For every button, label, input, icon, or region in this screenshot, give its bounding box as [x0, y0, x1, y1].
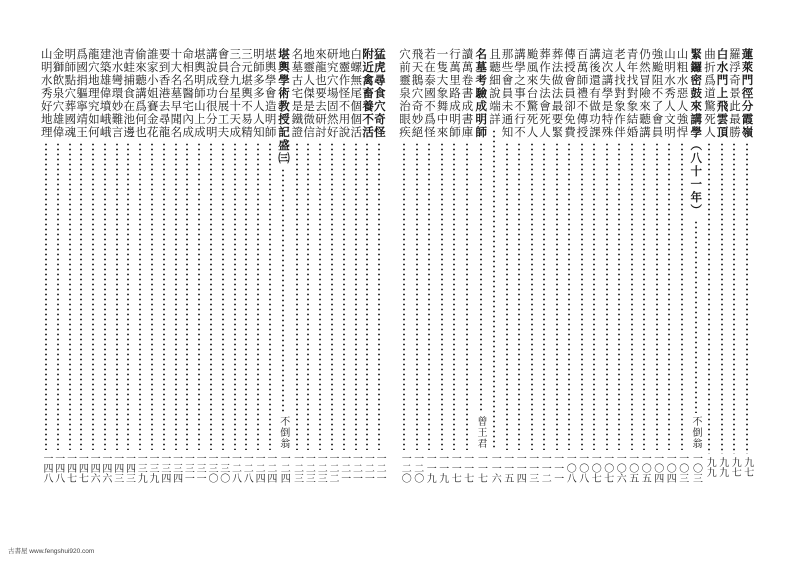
toc-title: 三合九星十天成 — [228, 48, 243, 139]
toc-title: 三元堪輿不易精 — [240, 48, 255, 139]
leader-dots — [453, 142, 455, 450]
toc-page-number: 一二一 — [374, 453, 386, 483]
toc-title: 講說成功很分明 — [204, 48, 219, 139]
toc-title: 山粗水惡人強悍 — [675, 48, 690, 139]
leader-dots — [695, 220, 697, 413]
toc-entry — [398, 48, 411, 483]
toc-heading: 附近禽畜養不活 — [361, 48, 376, 139]
toc-page-number: 一二三 — [315, 453, 327, 483]
leader-dots — [416, 142, 418, 450]
toc-title: 葬作失法會死人 — [538, 48, 552, 139]
leader-dots — [568, 142, 570, 450]
leader-dots — [556, 142, 558, 450]
toc-entry — [52, 48, 64, 483]
toc-page-number: 一二四 — [278, 453, 290, 483]
toc-page-number: 一三九 — [135, 453, 147, 483]
toc-entry — [513, 48, 526, 483]
leader-dots — [127, 142, 129, 450]
toc-author: 不倒翁 — [690, 416, 701, 449]
leader-dots — [234, 142, 236, 450]
toc-title: 這次講學是特殊 — [600, 48, 615, 139]
leader-dots — [708, 142, 710, 454]
toc-title: 堪輿明師山上成 — [192, 48, 207, 139]
toc-title: 飛天鵝穴奇妙絕 — [410, 48, 425, 139]
toc-entry — [703, 48, 716, 483]
toc-page-number: 一二〇 — [399, 453, 411, 483]
toc-title: 名墓古宅是鐵證 — [290, 48, 305, 139]
toc-entry — [229, 48, 241, 483]
toc-page-number: 一二四 — [264, 453, 276, 483]
toc-right-page — [398, 48, 753, 483]
leader-dots — [163, 142, 165, 450]
leader-dots — [80, 142, 82, 450]
toc-title: 那些會員未通知 — [500, 48, 515, 139]
toc-entry — [170, 48, 182, 483]
toc-entry — [291, 48, 303, 483]
toc-title: 地靈人傑是微信 — [302, 48, 317, 139]
toc-page-number: 一三九 — [147, 453, 159, 483]
toc-entry — [123, 48, 135, 483]
leader-dots — [493, 129, 495, 450]
toc-page-number: 一一一 — [551, 453, 563, 483]
toc-entry — [676, 48, 689, 483]
leader-dots — [466, 142, 468, 450]
toc-title: 行萬里路成明師 — [448, 48, 462, 139]
toc-page-number: 一二四 — [253, 453, 265, 483]
toc-page-number: 一三一 — [182, 453, 194, 483]
toc-page-number: 一二〇 — [411, 453, 423, 483]
toc-title: 金獅飲泉穴雄偉 — [51, 48, 66, 139]
toc-entry — [626, 48, 639, 483]
leader-dots — [186, 142, 188, 450]
toc-page-number: 一〇七 — [601, 453, 613, 483]
watermark-footer: 古書屋 www.fengshui920.com — [8, 548, 95, 555]
toc-page-number: 一一七 — [461, 453, 473, 483]
leader-dots — [104, 142, 106, 450]
toc-entry — [651, 48, 664, 483]
toc-title: 講學之事不行不 — [513, 48, 527, 139]
leader-dots — [151, 142, 153, 450]
toc-title: 且聽細說端詳 — [488, 48, 502, 126]
toc-entry — [75, 48, 90, 483]
leader-dots — [656, 142, 658, 450]
toc-entry — [40, 48, 52, 483]
toc-page-number: 一四八 — [41, 453, 53, 483]
leader-dots — [606, 142, 608, 450]
toc-page-number: 一〇五 — [639, 453, 651, 483]
toc-title: 青年找對象結婚 — [625, 48, 640, 139]
toc-entry — [488, 48, 501, 483]
toc-entry — [373, 48, 385, 483]
toc-title: 建築雄偉墳峨峨 — [98, 48, 113, 139]
toc-page-number: 一三四 — [170, 453, 182, 483]
toc-page-number: 一一三 — [526, 453, 538, 483]
toc-author: 曾王君 — [475, 416, 486, 449]
toc-page-number: 一一七 — [449, 453, 461, 483]
toc-entry — [217, 48, 229, 483]
leader-dots — [531, 142, 533, 450]
toc-page-number: 一三一 — [194, 453, 206, 483]
toc-page-number: 一四三 — [111, 453, 123, 483]
toc-title: 白螺無尾個個活 — [349, 48, 364, 139]
toc-heading: 名墓考驗成明師 — [474, 48, 489, 139]
toc-page-number: 一四八 — [52, 453, 64, 483]
toc-page-number: 一四七 — [64, 453, 76, 483]
leader-dots — [45, 142, 47, 450]
toc-entry — [158, 48, 170, 483]
toc-page-number: 一〇四 — [664, 453, 676, 483]
toc-entry — [448, 48, 461, 483]
toc-page-number: 一〇三 — [676, 453, 688, 483]
toc-entry — [728, 48, 741, 483]
leader-dots — [543, 142, 545, 450]
leader-dots — [403, 142, 405, 450]
toc-entry — [551, 48, 564, 483]
leader-dots — [618, 142, 620, 450]
toc-title: 地靈作怪不用說 — [337, 48, 352, 139]
toc-entry — [526, 48, 539, 483]
toc-entry — [688, 48, 703, 483]
toc-page-number: 一〇三 — [690, 453, 702, 483]
toc-page-number: 一一七 — [475, 453, 487, 483]
toc-entry — [501, 48, 514, 483]
leader-dots — [343, 142, 345, 450]
toc-entry — [182, 48, 194, 483]
toc-entry — [205, 48, 217, 483]
toc-page-number: 一三四 — [158, 453, 170, 483]
toc-page-number: 一一九 — [424, 453, 436, 483]
toc-entry — [576, 48, 589, 483]
toc-page-number: 一四三 — [123, 453, 135, 483]
leader-dots — [355, 142, 357, 450]
leader-dots — [631, 142, 633, 450]
toc-entry — [134, 48, 149, 483]
leader-dots — [269, 142, 271, 450]
toc-entry — [538, 48, 551, 483]
toc-page-number: 一二一 — [338, 453, 350, 483]
toc-title: 羅浮奇景此最勝 — [728, 48, 742, 139]
toc-title: 要到香港去尋龍 — [157, 48, 172, 139]
toc-entry — [350, 48, 362, 483]
toc-title: 葬法做法最要緊 — [550, 48, 565, 139]
toc-page-number: 一二八 — [241, 453, 253, 483]
toc-page-number: 一二八 — [229, 453, 241, 483]
toc-title: 強颱阻不了會員 — [650, 48, 665, 139]
leader-dots — [210, 142, 212, 450]
toc-entry — [613, 48, 626, 483]
toc-page-number: 一二三 — [303, 453, 315, 483]
toc-page-number: 一二二 — [326, 453, 338, 483]
leader-dots — [139, 142, 141, 450]
leader-dots — [581, 142, 583, 450]
toc-page-number: 一三〇 — [217, 453, 229, 483]
toc-entry — [338, 48, 350, 483]
toc-entry — [193, 48, 205, 483]
leader-dots — [116, 142, 118, 450]
toc-page-number: 一〇五 — [626, 453, 638, 483]
toc-title: 青蛙捕食在池邊 — [122, 48, 137, 139]
leader-dots — [681, 142, 683, 450]
toc-entry — [411, 48, 424, 483]
leader-dots — [441, 142, 443, 450]
toc-title: 十大名墓早聞名 — [169, 48, 184, 139]
toc-title: 偷來聽講爲何也 — [134, 48, 149, 139]
toc-page-number: 一〇七 — [589, 453, 601, 483]
toc-entry — [99, 48, 111, 483]
leader-dots — [69, 142, 71, 450]
toc-title: 講後還有做功課 — [588, 48, 602, 139]
toc-entry — [326, 48, 338, 483]
toc-entry — [461, 48, 474, 483]
leader-dots — [366, 142, 368, 450]
toc-entry — [146, 48, 158, 483]
leader-dots — [222, 142, 224, 450]
toc-page-number: 一四六 — [99, 453, 111, 483]
toc-title: 讀萬卷書成書庫 — [460, 48, 475, 139]
leader-dots — [428, 142, 430, 450]
toc-entry — [473, 48, 488, 483]
toc-title: 百萬師禮不傳授 — [575, 48, 590, 139]
leader-dots — [721, 142, 723, 454]
toc-title: 龍穴地理究如何 — [86, 48, 101, 139]
leader-dots — [296, 142, 298, 450]
toc-title: 爲國捐軀寧靖王 — [75, 48, 90, 139]
toc-entry — [638, 48, 651, 483]
toc-title: 堪輿學會造明師 — [263, 48, 278, 139]
toc-entry — [264, 48, 276, 483]
toc-entry — [588, 48, 601, 483]
toc-title: 颱風來台驚死人 — [525, 48, 540, 139]
leader-dots — [307, 142, 309, 450]
toc-entry — [111, 48, 123, 483]
toc-title: 明師多多人人知 — [251, 48, 266, 139]
toc-page-number: 一一四 — [514, 453, 526, 483]
toc-page-number: 一一五 — [501, 453, 513, 483]
leader-dots — [245, 142, 247, 450]
toc-title: 仍然冒險來聽講 — [638, 48, 652, 139]
toc-entry — [240, 48, 255, 483]
toc-entry — [276, 48, 291, 483]
toc-entry — [563, 48, 576, 483]
toc-page-number: 一二三 — [291, 453, 303, 483]
toc-entry — [361, 48, 376, 483]
leader-dots — [506, 142, 508, 450]
toc-page-number: 九九 — [716, 457, 728, 477]
leader-dots — [746, 142, 748, 454]
toc-title: 穴前靈泉治眼疾 — [398, 48, 412, 139]
toc-page-number: 一〇八 — [564, 453, 576, 483]
toc-entry — [663, 48, 676, 483]
toc-title: 傳授會員卻免費 — [563, 48, 577, 139]
leader-dots — [518, 142, 520, 450]
toc-entry — [314, 48, 326, 483]
toc-entry — [303, 48, 315, 483]
toc-entry — [423, 48, 436, 483]
toc-title: 來龍也要去研討 — [313, 48, 328, 139]
toc-page-number: 一〇八 — [576, 453, 588, 483]
leader-dots — [257, 142, 259, 450]
toc-page-number: 一一九 — [436, 453, 448, 483]
toc-title: 山明水秀好地理 — [39, 48, 54, 139]
toc-page-number: 一一六 — [489, 453, 501, 483]
leader-dots — [733, 142, 735, 454]
toc-page-number: 一四七 — [76, 453, 88, 483]
toc-heading: 猛虎尋食穴奇怪 — [372, 48, 387, 139]
toc-title: 曲折爲道驚死人 — [703, 48, 717, 139]
toc-page-number: 一一二 — [539, 453, 551, 483]
leader-dots — [175, 142, 177, 450]
toc-page-number: 一三〇 — [205, 453, 217, 483]
toc-author: 不倒翁 — [277, 416, 289, 449]
toc-entry — [716, 48, 729, 483]
toc-entry — [741, 48, 754, 483]
toc-title: 研究穴場固然好 — [325, 48, 340, 139]
leader-dots — [319, 142, 321, 450]
toc-page-number: 九七 — [741, 457, 753, 477]
toc-entry — [436, 48, 449, 483]
leader-dots — [643, 142, 645, 450]
toc-title: 若在泰國不爲怪 — [423, 48, 437, 139]
toc-entry — [64, 48, 76, 483]
toc-title: 會員登台展工夫 — [216, 48, 231, 139]
toc-title: 池水彎環妙難言 — [110, 48, 125, 139]
toc-page-number: 一〇六 — [614, 453, 626, 483]
toc-entry — [601, 48, 614, 483]
toc-heading: 緊鑼密鼓來講學（八十一年） — [689, 48, 704, 217]
toc-left-page — [40, 48, 385, 483]
toc-page-number: 一二一 — [362, 453, 374, 483]
leader-dots — [92, 142, 94, 450]
toc-page-number: 九九 — [704, 457, 716, 477]
leader-dots — [57, 142, 59, 450]
toc-heading: 蓮萊門徑分霞嶺 — [740, 48, 755, 139]
leader-dots — [282, 168, 284, 413]
toc-title: 山明水秀人文明 — [663, 48, 677, 139]
toc-page-number: 一〇四 — [651, 453, 663, 483]
toc-heading: 白水門上飛雲頂 — [715, 48, 730, 139]
leader-dots — [378, 142, 380, 450]
leader-dots — [198, 142, 200, 450]
leader-dots — [480, 142, 482, 413]
leader-dots — [331, 142, 333, 450]
toc-page-number: 一四六 — [88, 453, 100, 483]
toc-title: 命相名醫宅內成 — [181, 48, 196, 139]
toc-title: 明師點穴葬國魂 — [63, 48, 78, 139]
toc-title: 誰家小姐賽金花 — [145, 48, 160, 139]
toc-title: 老人找對象作伴 — [613, 48, 627, 139]
toc-heading: 堪輿學術教授記盛㈢ — [277, 48, 291, 165]
leader-dots — [593, 142, 595, 450]
leader-dots — [668, 142, 670, 450]
toc-entry — [87, 48, 99, 483]
toc-page-number: 九七 — [729, 457, 741, 477]
toc-title: 一隻大象舞中來 — [435, 48, 450, 139]
toc-page-number: 一二一 — [350, 453, 362, 483]
toc-entry — [252, 48, 264, 483]
